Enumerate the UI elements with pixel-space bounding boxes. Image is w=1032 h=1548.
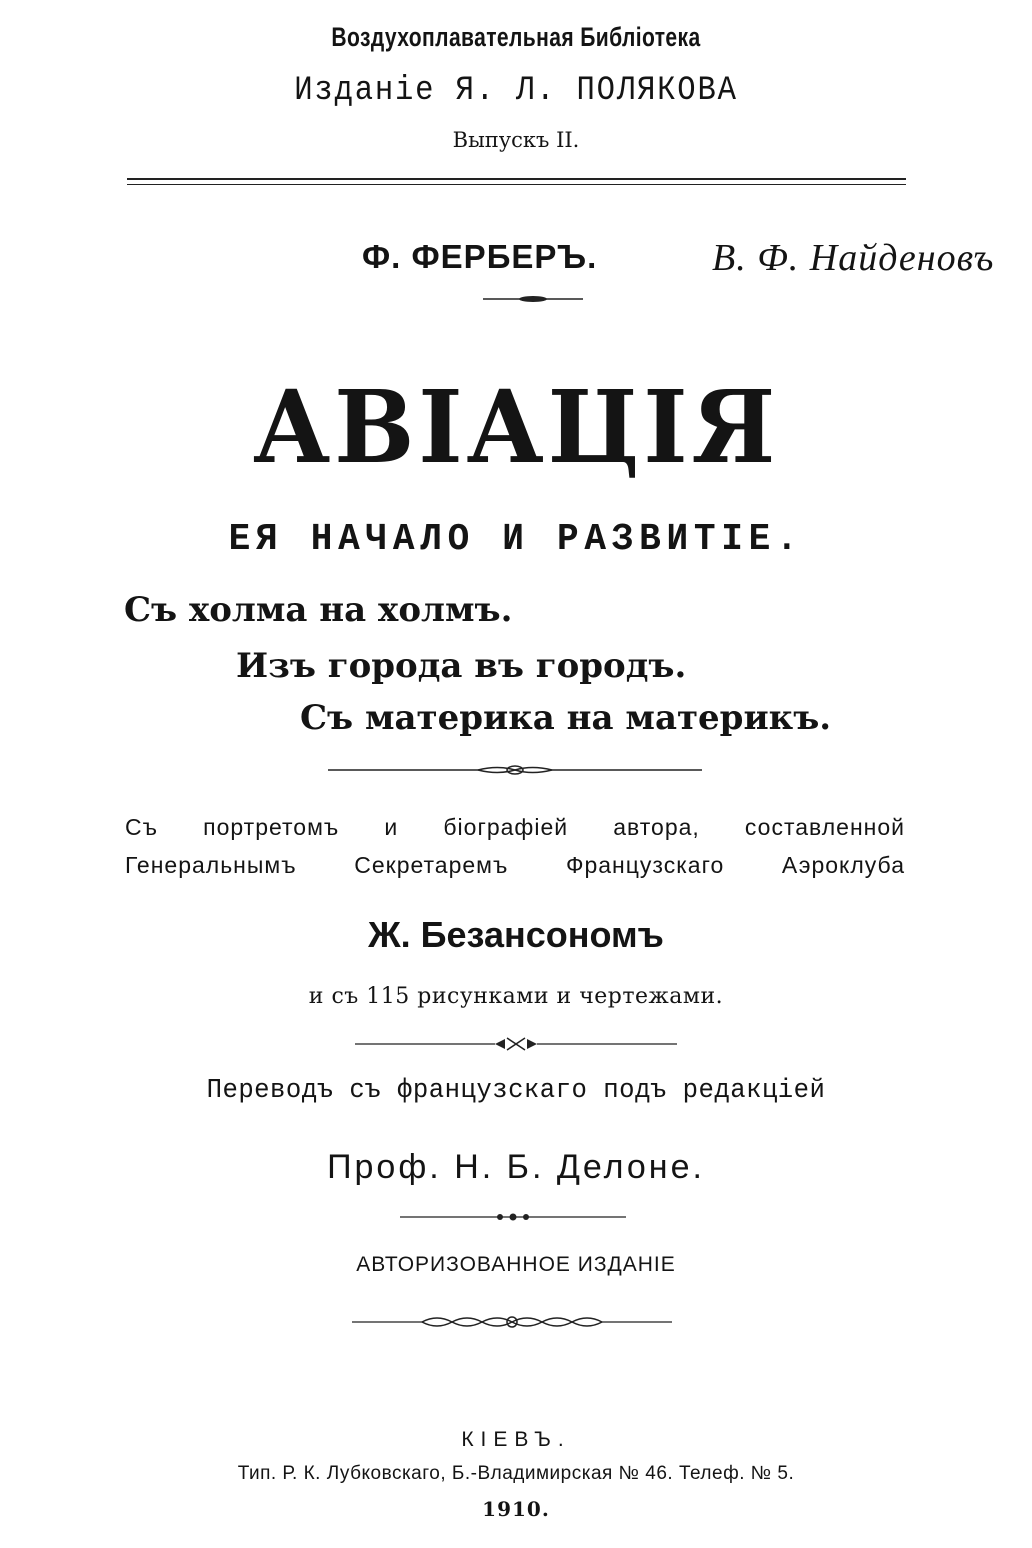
issue-number: Выпускъ II. — [452, 128, 580, 152]
part-line-3: Съ материка на материкъ. — [300, 698, 832, 738]
author-name: Ф. ФЕРБЕРЪ. — [362, 238, 598, 275]
series-name: Воздухоплавательная Библіотека — [331, 22, 701, 52]
header-rule-thick — [127, 178, 906, 180]
edition-ornament-divider — [352, 1310, 672, 1334]
figures-ornament-divider — [355, 1036, 677, 1052]
part-line-2: Изъ города въ городъ. — [236, 646, 687, 686]
editor-ornament-divider — [400, 1210, 626, 1224]
edition-note: АВТОРИЗОВАННОЕ ИЗДАНІЕ — [356, 1253, 676, 1276]
book-title: АВІАЦІЯ — [252, 368, 780, 486]
parts-ornament-divider — [328, 762, 702, 778]
biographer-name: Ж. Безансономъ — [368, 914, 664, 955]
editor-name: Проф. Н. Б. Делоне. — [327, 1148, 705, 1186]
header-rule-thin — [127, 184, 906, 185]
part-line-1: Съ холма на холмъ. — [124, 590, 513, 630]
imprint-city: КІЕВЪ. — [461, 1428, 571, 1451]
imprint-printer: Тип. Р. К. Лубковскаго, Б.-Владимирская № 46. Телеф. № 5. — [237, 1463, 795, 1484]
publisher-line: Изданіе Я. Л. ПОЛЯКОВА — [294, 72, 738, 110]
figures-note: и съ 115 рисунками и чертежами. — [308, 984, 724, 1009]
owner-inscription: В. Ф. Найденовъ — [712, 237, 995, 279]
portrait-note-line-1: Съ портретомъ и біографіей автора, составленной — [125, 814, 905, 840]
portrait-note-line-2: Генеральнымъ Секретаремъ Французскаго Аэроклуба — [125, 852, 905, 878]
author-ornament-divider — [483, 292, 583, 306]
book-subtitle: ЕЯ НАЧАЛО И РАЗВИТІЕ. — [228, 518, 804, 561]
imprint-year: 1910. — [482, 1497, 550, 1521]
translation-note: Переводъ съ французскаго подъ редакціей — [206, 1076, 826, 1106]
